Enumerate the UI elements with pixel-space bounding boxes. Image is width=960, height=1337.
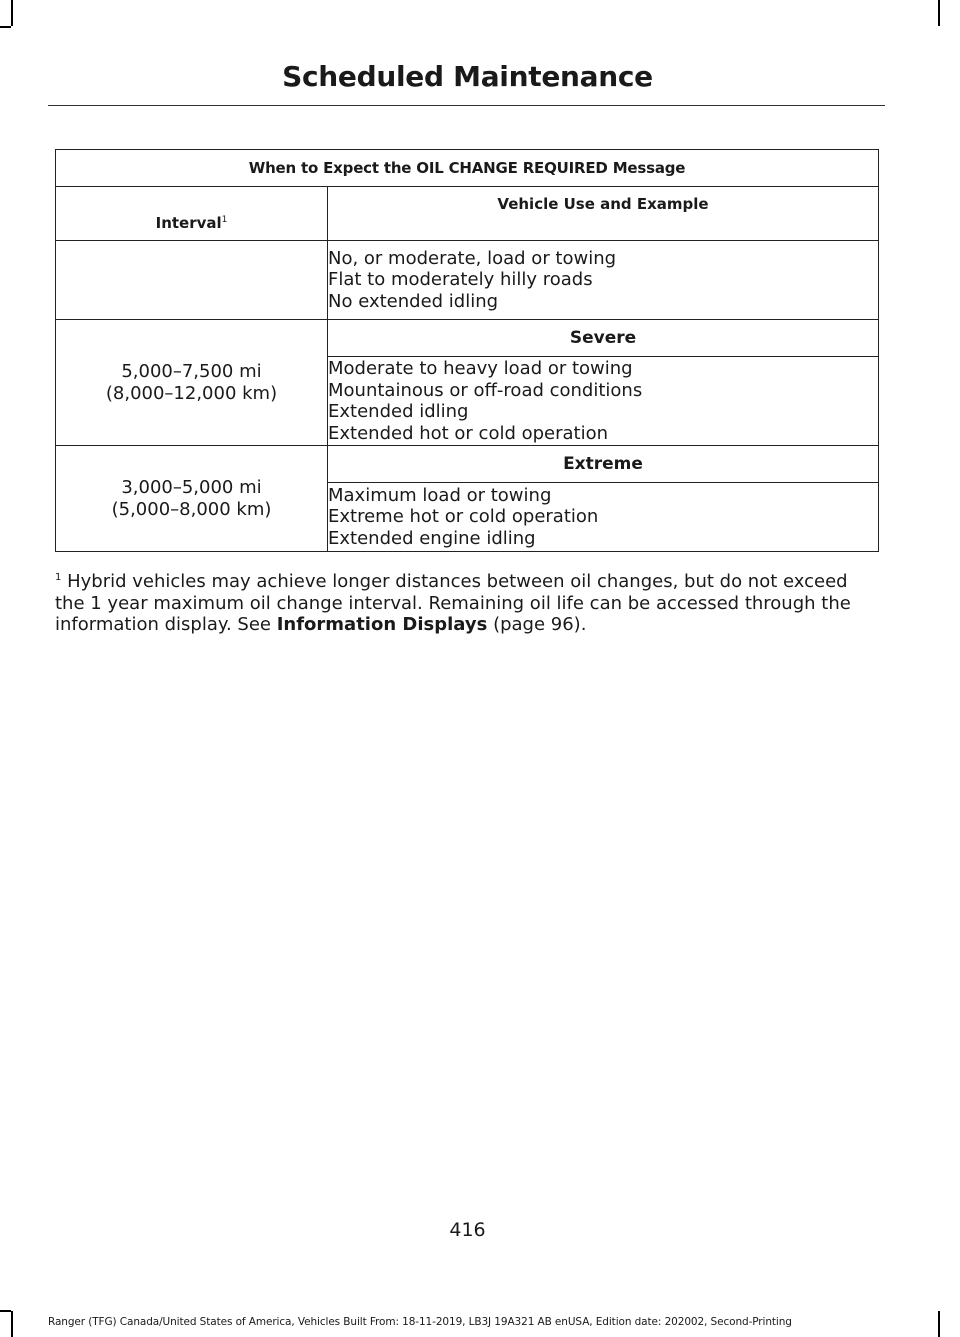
title-rule [48, 105, 885, 106]
header-vehicle-use: Vehicle Use and Example [328, 187, 879, 241]
severe-interval-mi: 5,000–7,500 mi [121, 360, 262, 382]
header-interval-label: Interval [155, 214, 222, 232]
header-interval-note-ref: 1 [221, 215, 228, 225]
normal-condition: No, or moderate, load or towing [328, 247, 617, 269]
normal-interval-cell [56, 241, 328, 320]
severe-condition: Moderate to heavy load or towing [328, 358, 633, 379]
severe-condition: Extended idling [328, 401, 469, 422]
extreme-label: Extreme [328, 446, 879, 483]
normal-condition: Flat to moderately hilly roads [328, 269, 593, 291]
crop-mark-top-left [11, 0, 13, 26]
header-interval [56, 187, 328, 241]
severe-condition: Extended hot or cold operation [328, 422, 609, 444]
severe-interval-km: (8,000–12,000 km) [105, 382, 278, 404]
footnote-ref: 1 [55, 572, 62, 583]
severe-condition: Mountainous or off-road conditions [328, 379, 643, 401]
crop-mark-bottom-left-h [0, 1310, 11, 1312]
footnote-text: Hybrid vehicles may achieve longer distances between oil changes, but do not exceed the 1 year maximum oil change interval. Remaining oil life can be accessed through the information display. See [55, 571, 851, 635]
extreme-interval-mi: 3,000–5,000 mi [121, 476, 262, 498]
footnote-page-ref: (page 96). [487, 614, 587, 635]
normal-conditions [328, 241, 879, 320]
page-title: Scheduled Maintenance [282, 60, 653, 93]
extreme-condition: Maximum load or towing [328, 484, 552, 506]
crop-mark-bottom-right [938, 1311, 940, 1337]
crop-mark-top-right [938, 0, 940, 26]
extreme-interval [56, 446, 328, 552]
severe-label: Severe [328, 320, 879, 357]
extreme-condition: Extended engine idling [328, 527, 536, 549]
page-number: 416 [449, 1219, 486, 1241]
crop-mark-left-tl [0, 26, 11, 28]
normal-condition: No extended idling [328, 290, 499, 312]
footnote [55, 567, 875, 636]
page-footer: Ranger (TFG) Canada/United States of America, Vehicles Built From: 18-11-2019, LB3J 19A321 AB enUSA, Edition date: 202002, Second-Printing [48, 1316, 792, 1328]
severe-interval [56, 320, 328, 446]
severe-conditions [328, 357, 879, 446]
table-caption: When to Expect the OIL CHANGE REQUIRED Message [56, 150, 879, 187]
extreme-condition: Extreme hot or cold operation [328, 506, 599, 528]
information-displays-link[interactable]: Information Displays [276, 614, 488, 635]
crop-mark-bottom-left [11, 1311, 13, 1337]
extreme-interval-km: (5,000–8,000 km) [111, 498, 272, 520]
extreme-conditions [328, 483, 879, 552]
oil-change-table [55, 149, 879, 552]
